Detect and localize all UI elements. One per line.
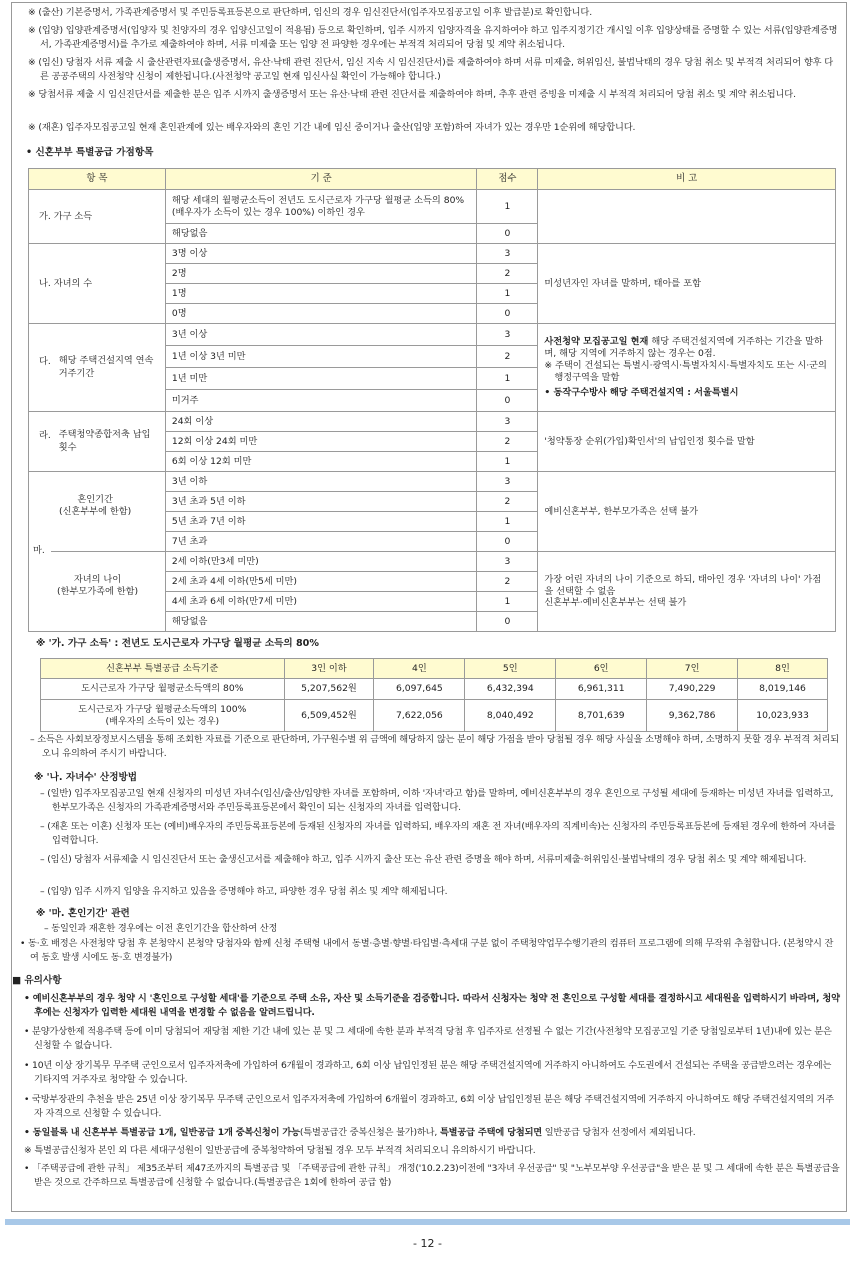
table-row: 2세 초과 4세 이하(만5세 미만) 2	[29, 572, 836, 592]
header-points: 점수	[477, 169, 538, 190]
bonus-points-table	[28, 168, 836, 632]
table-row: 1명 1	[29, 284, 836, 304]
header-criteria: 기 준	[165, 169, 477, 190]
income-header-label: 신혼부부 특별공급 소득기준	[41, 659, 285, 679]
table-row: 5년 초과 7년 이하 1	[29, 512, 836, 532]
caution-household-duplicate: ※ 특별공급신청자 본인 외 다른 세대구성원이 일반공급에 중복청약하여 당첨될 경우 모두 부적격 처리되오니 유의하시기 바랍니다.	[24, 1145, 536, 1156]
table-row: 나. 자녀의 수 3명 이상 3 미성년자인 자녀를 말하며, 태아를 포함	[29, 244, 836, 264]
table-row: 2세 이하(만3세 미만) 3 가장 어린 자녀의 나이 기준으로 하되, 태아인 경우 '자녀의 나이' 가점을 선택할 수 없음 신혼부부·예비신혼부부는 선택 불가	[29, 552, 836, 572]
table-row: 6회 이상 12회 미만 1	[29, 452, 836, 472]
income-note: – 소득은 사회보장정보시스템을 통해 조회한 자료를 기준으로 판단하며, 가구원수별 위 금액에 해당하지 않는 분이 해당 가점을 받아 당첨될 경우 해당 사실을 소명해야 하며, 소명하지 못할 경우 부적격 처리되오니 유의하여 주시기 바랍니다.	[30, 734, 839, 759]
income-table: 신혼부부 특별공급 소득기준 3인 이하 4인 5인 6인 7인 8인 도시근로자 가구당 월평균소득액의 80% 5,207,562원 6,097,645 6,432,394 6,961,311 7,490,229 8,019,146 도시근로자 가구당 월평균소득액의 100% (배우자의 소득이 있는 경우) 6,509,452원 7,622,056 8,040,492 8,701,639 9,362,786 10,023,933	[40, 658, 828, 732]
header-item: 항 목	[29, 169, 166, 190]
table-row: 가. 가구 소득 해당 세대의 월평균소득이 전년도 도시근로자 가구당 월평균 소득의 80% (배우자가 소득이 있는 경우 100%) 이하인 경우 1	[29, 190, 836, 224]
income-table-title: ※ '가. 가구 소득' : 전년도 도시근로자 가구당 월평균 소득의 80%	[36, 638, 319, 649]
children-note-adoption: – (입양) 입주 시까지 입양을 유지하고 있음을 증명해야 하고, 파양한 경우 당첨 취소 및 계약 해제됩니다.	[40, 886, 448, 897]
caution-prospective-newlyweds: • 예비신혼부부의 경우 청약 시 '혼인으로 구성할 세대'를 기준으로 주택 소유, 자산 및 소득기준을 검증합니다. 따라서 신청자는 청약 전 혼인으로 구성할 세대를 결정하시고 세대원을 입력하시기 바라며, 청약 후에는 신청자가 입력한 세대원 내역을 변경할 수 없음을 알려드립니다.	[24, 993, 840, 1018]
remark-children-age: 가장 어린 자녀의 나이 기준으로 하되, 태아인 경우 '자녀의 나이' 가점을 선택할 수 없음 신혼부부·예비신혼부부는 선택 불가	[538, 552, 836, 632]
table-row: 12회 이상 24회 미만 2	[29, 432, 836, 452]
table-row: 도시근로자 가구당 월평균소득액의 100% (배우자의 소득이 있는 경우) 6,509,452원 7,622,056 8,040,492 8,701,639 9,362,786 10,023,933	[41, 700, 828, 732]
table-row: 1년 이상 3년 미만 2	[29, 346, 836, 368]
category-household-income: 가. 가구 소득	[29, 190, 166, 244]
marriage-period-note: – 동일인과 재혼한 경우에는 이전 혼인기간을 합산하여 산정	[44, 923, 278, 934]
children-note-pregnancy: – (임신) 당첨자 서류제출 시 임신진단서 또는 출생신고서를 제출해야 하고, 입주 시까지 출산 또는 유산 관련 증명을 해야 하며, 서류미제출·허위임신·불법낙태의 경우 당첨 취소 및 계약 해제됩니다.	[40, 854, 807, 865]
table-row: 4세 초과 6세 이하(만7세 미만) 1	[29, 592, 836, 612]
unit-assignment-note: • 동·호 배정은 사전청약 당첨 후 본청약시 본청약 당첨자와 함께 신청 주택형 내에서 동별·층별·향별·타입별·측세대 구분 없이 주택청약업무수행기관의 컴퓨터 프로그램에 의해 무작위 추첨합니다. (본청약시 잔여 동호 발생 시에도 동·호 변경불가)	[20, 938, 834, 963]
note-birth: ※ (출산) 기본증명서, 가족관계증명서 및 주민등록표등본으로 판단하며, 임신의 경우 임신진단서(입주자모집공고일 이후 발급분)로 확인합니다.	[28, 7, 593, 18]
caution-previous-special-supply: • 「주택공급에 관한 규칙」 제35조부터 제47조까지의 특별공급 및 「주택공급에 관한 규칙」 개정('10.2.23)이전에 "3자녀 우선공급" 및 "노부모부양 우선공급"을 받은 분 및 그 세대에 속한 분은 특별공급을 받은 것으로 간주하므로 특별공급에 신청할 수 없습니다.(특별공급은 1회에 한하여 공급 함)	[24, 1163, 840, 1188]
caution-title: ■ 유의사항	[12, 975, 62, 986]
table-row: 도시근로자 가구당 월평균소득액의 80% 5,207,562원 6,097,645 6,432,394 6,961,311 7,490,229 8,019,146	[41, 679, 828, 700]
table-row: 0명 0	[29, 304, 836, 324]
marriage-period-title: ※ '마. 혼인기간' 관련	[36, 908, 130, 919]
category-children-count: 나. 자녀의 수	[29, 244, 166, 324]
footer-bar	[5, 1219, 850, 1225]
table-row: 3년 초과 5년 이하 2	[29, 492, 836, 512]
caution-military-10yr: • 10년 이상 장기복무 무주택 군인으로서 입주자저축에 가입하여 6개월이 경과하고, 6회 이상 납입인정된 분은 해당 주택건설지역에 거주하지 아니하여도 수도권에서 건설되는 주택을 공급받으려는 경우에는 기타지역 거주자로 청약할 수 있습니다.	[24, 1060, 832, 1085]
note-remarriage: ※ (재혼) 입주자모집공고일 현재 혼인관계에 있는 배우자와의 혼인 기간 내에 임신 중이거나 출산(입양 포함)하여 자녀가 있는 경우만 1순위에 해당합니다.	[28, 122, 636, 133]
note-pregnancy-docs: ※ 당첨서류 제출 시 임신진단서를 제출한 분은 입주 시까지 출생증명서 또는 유산·낙태 관련 진단서를 제출하여야 하며, 추후 관련 증빙을 미제출 시 부적격 처리되어 당첨 취소 및 계약 취소됩니다.	[28, 89, 796, 100]
children-note-general: – (일반) 입주자모집공고일 현재 신청자의 미성년 자녀수(임신/출산/입양한 자녀를 포함하며, 이하 '자녀'라고 함)를 말하며, 예비신혼부부의 경우 혼인으로 구성될 세대에 등재하는 미성년 자녀를 입력하고, 한부모가족은 신청자의 가족관계증명서와 주민등록표등본에서 확인이 되는 신청자의 자녀를 입력합니다.	[40, 788, 834, 813]
table-row: 해당없음 0	[29, 224, 836, 244]
remark-residence: 사전청약 모집공고일 현재 해당 주택건설지역에 거주하는 기간을 말하며, 해당 지역에 거주하지 않는 경우는 0점. ※ 주택이 건설되는 특별시·광역시·특별자치시·특별자치도 또는 시·군의 행정구역을 말함 • 동작구수방사 해당 주택건설지역 : 서울특별시	[538, 324, 836, 412]
category-savings-payments: 라. 주택청약종합저축 납입 횟수	[29, 412, 166, 472]
note-adoption: ※ (입양) 입양관계증명서(입양자 및 친양자의 경우 입양신고일이 적용됨) 등으로 확인하며, 입주 시까지 입양자격을 유지하여야 하고 입주지정기간 개시일 이후 입양상태를 증명할 수 있는 서류(입양관계증명서, 가족관계증명서)를 추가로 제출하여야 하며, 서류 미제출 또는 입양 전 파양한 경우에는 부적격 처리되어 당첨 및 계약 취소됩니다.	[28, 25, 838, 50]
note-pregnancy: ※ (임신) 당첨자 서류 제출 시 출산관련자료(출생증명서, 유산·낙태 관련 진단서, 임신 지속 시 임신진단서)를 제출하여야 하며 서류 미제출, 허위임신, 불법낙태의 경우 당첨 취소 및 부적격 처리되어 향후 다른 공공주택의 사전청약 신청이 제한됩니다.(사전청약 공고일 현재 임신사실 확인이 가능해야 합니다.)	[28, 57, 834, 82]
table-row: 라. 주택청약종합저축 납입 횟수 24회 이상 3 '청약통장 순위(가입)확인서'의 납입인정 횟수를 말함	[29, 412, 836, 432]
caution-rewin-restriction: • 분양가상한제 적용주택 등에 이미 당첨되어 재당첨 제한 기간 내에 있는 분 및 그 세대에 속한 분과 부적격 당첨 후 입주자로 선정될 수 없는 기간(사전청약 모집공고일 기준 당첨일로부터 1년)내에 있는 분은 신청할 수 없습니다.	[24, 1026, 832, 1051]
table-row: 마. 혼인기간 (신혼부부에 한함) 자녀의 나이 (한부모가족에 한함) 3년 이하 3 예비신혼부부, 한부모가족은 선택 불가	[29, 472, 836, 492]
category-residence-period: 다. 해당 주택건설지역 연속 거주기간	[29, 324, 166, 412]
header-remarks: 비 고	[538, 169, 836, 190]
remark-marriage: 예비신혼부부, 한부모가족은 선택 불가	[538, 472, 836, 552]
category-marriage-children-age: 마. 혼인기간 (신혼부부에 한함) 자녀의 나이 (한부모가족에 한함)	[29, 472, 166, 632]
table-row: 다. 해당 주택건설지역 연속 거주기간 3년 이상 3 사전청약 모집공고일 현재 해당 주택건설지역에 거주하는 기간을 말하며, 해당 지역에 거주하지 않는 경우는 0점. ※ 주택이 건설되는 특별시·광역시·특별자치시·특별자치도 또는 시·군의 행정구역을 말함 • 동작구수방사 해당 주택건설지역 : 서울특별시	[29, 324, 836, 346]
page-number: - 12 -	[413, 1237, 442, 1250]
caution-military-25yr: • 국방부장관의 추천을 받은 25년 이상 장기복무 무주택 군인으로서 입주자저축에 가입하여 6개월이 경과하고, 6회 이상 납입인정된 분은 해당 주택건설지역에 거주하지 아니하여도 해당 주택건설지역의 거주자 자격으로 신청할 수 있습니다.	[24, 1094, 834, 1119]
children-note-remarriage: – (재혼 또는 이혼) 신청자 또는 (예비)배우자의 주민등록표등본에 등재된 신청자의 자녀를 입력하되, 배우자의 재혼 전 자녀(배우자의 직계비속)는 신청자의 주민등록표등본에 등재된 경우에 한하여 자녀를 입력합니다.	[40, 821, 836, 846]
section-title-bonus-points: • 신혼부부 특별공급 가점항목	[26, 147, 154, 158]
remark-children: 미성년자인 자녀를 말하며, 태아를 포함	[538, 244, 836, 324]
table-row: 미거주 0	[29, 390, 836, 412]
table-row: 2명 2	[29, 264, 836, 284]
children-count-title: ※ '나. 자녀수' 산정방법	[34, 772, 138, 783]
table-row: 해당없음 0	[29, 612, 836, 632]
table-row: 1년 미만 1	[29, 368, 836, 390]
table-row: 7년 초과 0	[29, 532, 836, 552]
caution-duplicate-application: • 동일블록 내 신혼부부 특별공급 1개, 일반공급 1개 중복신청이 가능(특별공급간 중복신청은 불가)하나, 특별공급 주택에 당첨되면 일반공급 당첨자 선정에서 제외됩니다.	[24, 1127, 696, 1138]
remark-savings: '청약통장 순위(가입)확인서'의 납입인정 횟수를 말함	[538, 412, 836, 472]
